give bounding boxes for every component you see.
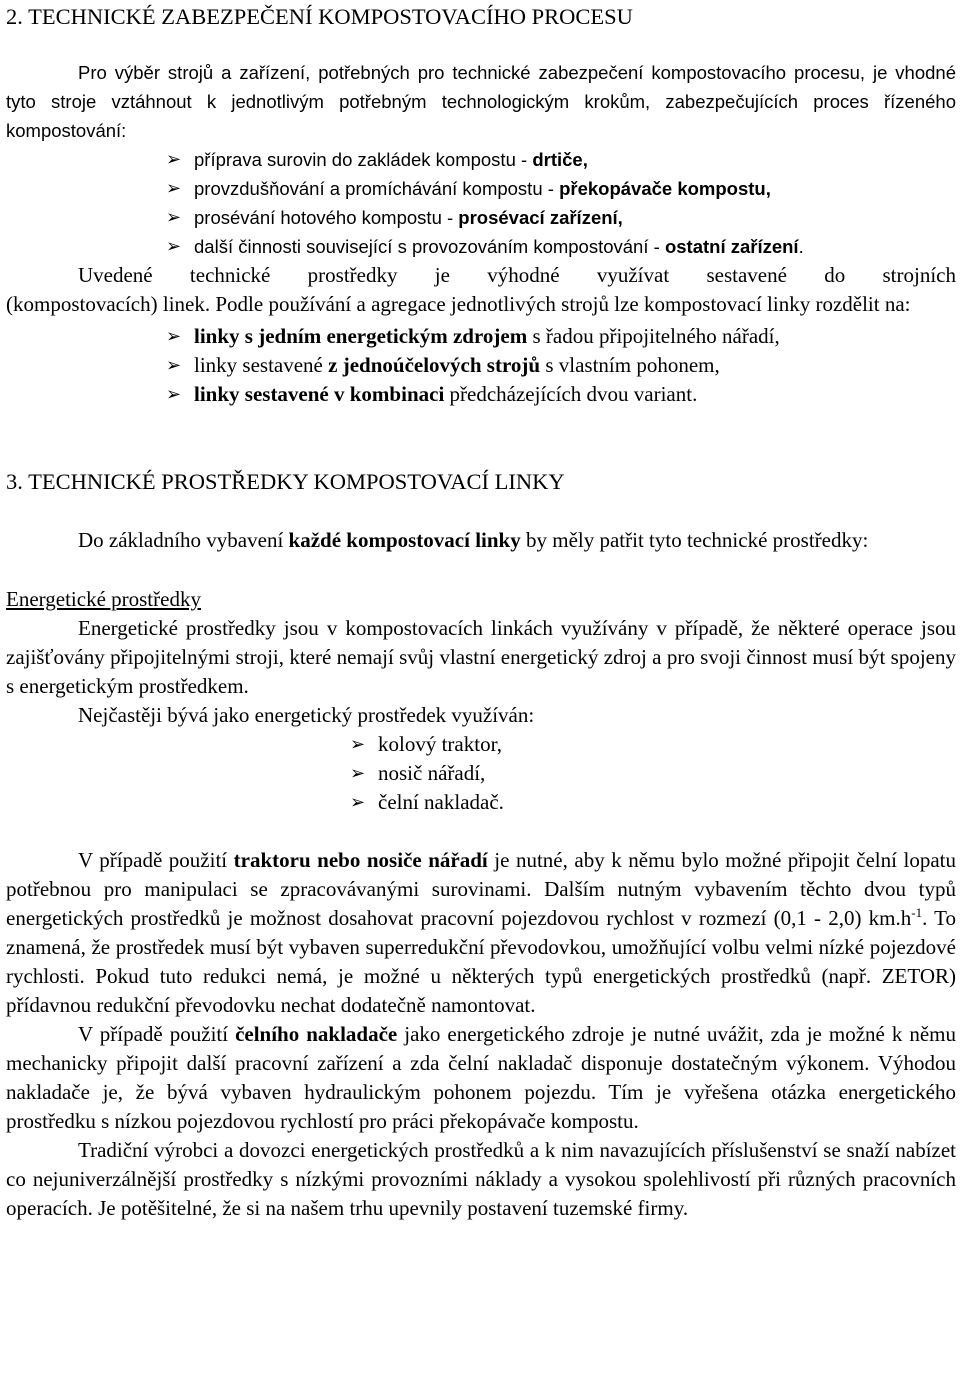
linky-rest: (kompostovacích) linek. Podle používání a agregace jednotlivých strojů lze kompostovací linky rozdělit na: <box>6 292 911 316</box>
arrowhead-bullet-icon: ➢ <box>350 763 366 784</box>
arrowhead-bullet-icon: ➢ <box>350 792 366 813</box>
list-item: ➢ prosévání hotového kompostu - prosévací zařízení, <box>166 203 956 232</box>
section-2-intro <box>6 58 956 145</box>
arrowhead-bullet-icon: ➢ <box>166 178 182 199</box>
section-3-intro: Do základního vybavení každé kompostovací linky by měly patřit tyto technické prostředky: <box>78 528 869 552</box>
list-item: ➢ další činnosti související s provozováním kompostování - ostatní zařízení. <box>166 232 956 261</box>
list-item: ➢ čelní nakladač. <box>350 788 956 817</box>
line-types-list <box>166 322 956 409</box>
list-item: ➢ linky sestavené v kombinaci předcházejících dvou variant. <box>166 380 956 409</box>
arrowhead-bullet-icon: ➢ <box>166 384 182 405</box>
arrowhead-bullet-icon: ➢ <box>166 355 182 376</box>
section-3 <box>6 467 956 1223</box>
list-item: ➢ kolový traktor, <box>350 730 956 759</box>
arrowhead-bullet-icon: ➢ <box>166 236 182 257</box>
list-item: ➢ linky s jedním energetickým zdrojem s řadou připojitelného nářadí, <box>166 322 956 351</box>
section-2-heading: 2. TECHNICKÉ ZABEZPEČENÍ KOMPOSTOVACÍHO PROCESU <box>6 4 633 29</box>
process-steps-list <box>166 145 956 261</box>
arrowhead-bullet-icon: ➢ <box>166 326 182 347</box>
energy-paragraph-4: V případě použití čelního nakladače jako energetického zdroje je nutné uvážit, zda je možné k němu mechanicky připojit další pracovní zařízení a zda čelní nakladač disponuje dostatečným výkonem. Výhodou nakladače je, že bývá vybaven hydraulickým pohonem pojezdu. Tím je vyřešena otázka energetického prostředku s nízkou pojezdovou rychlostí pro práci překopávače kompostu. <box>6 1022 956 1133</box>
energy-paragraph-3: V případě použití traktoru nebo nosiče nářadí je nutné, aby k němu bylo možné připojit čelní lopatu potřebnou pro manipulaci se zpracovávanými surovinami. Dalším nutným vybavením těchto dvou typů energetických prostředků je možnost dosahovat pracovní pojezdovou rychlost v rozmezí (0,1 - 2,0) $km.h^{-1}$. To znamená, že prostředek musí být vybaven superredukční převodovkou, umožňující volbu velmi nízké pojezdové rychlosti. Pokud tuto redukci nemá, je možné u některých typů energetických prostředků (např. ZETOR) přídavnou redukční převodovku nechat dodatečně namontovat. <box>6 848 956 1017</box>
list-item: ➢ linky sestavené z jednoúčelových strojů s vlastním pohonem, <box>166 351 956 380</box>
energy-paragraph-1: Energetické prostředky jsou v kompostovacích linkách využívány v případě, že některé operace jsou zajišťovány připojitelnými stroji, které nemají svůj vlastní energetický zdroj a pro svoji činnost musí být spojeny s energetickým prostředkem. <box>6 616 956 698</box>
energy-subheading: Energetické prostředky <box>6 587 201 611</box>
section-2 <box>6 0 956 409</box>
section-3-heading: 3. TECHNICKÉ PROSTŘEDKY KOMPOSTOVACÍ LINKY <box>6 469 565 494</box>
energy-paragraph-5: Tradiční výrobci a dovozci energetických prostředků a k nim navazujících příslušenství se snaží nabízet co nejuniverzálnější prostředky s nízkými provozními náklady a vysokou spolehlivostí při různých pracovních operacích. Je potěšitelné, že si na našem trhu upevnily postavení tuzemské firmy. <box>6 1138 956 1220</box>
list-item: ➢ provzdušňování a promíchávání kompostu - překopávače kompostu, <box>166 174 956 203</box>
intro-text: Pro výběr strojů a zařízení, potřebných pro technické zabezpečení kompostovacího procesu, je vhodné tyto stroje vztáhnout k jednotlivým potřebným technologickým krokům, zabezpečujících proces řízeného kompostování: <box>6 62 956 141</box>
list-item: ➢ nosič nářadí, <box>350 759 956 788</box>
arrowhead-bullet-icon: ➢ <box>166 207 182 228</box>
linky-line-1: Uvedené technické prostředky je výhodné využívat sestavené do strojních <box>78 263 956 287</box>
arrowhead-bullet-icon: ➢ <box>166 149 182 170</box>
energy-sources-list <box>350 730 956 817</box>
list-item: ➢ příprava surovin do zakládek kompostu - drtiče, <box>166 145 956 174</box>
arrowhead-bullet-icon: ➢ <box>350 734 366 755</box>
energy-paragraph-2: Nejčastěji bývá jako energetický prostředek využíván: <box>78 703 535 727</box>
